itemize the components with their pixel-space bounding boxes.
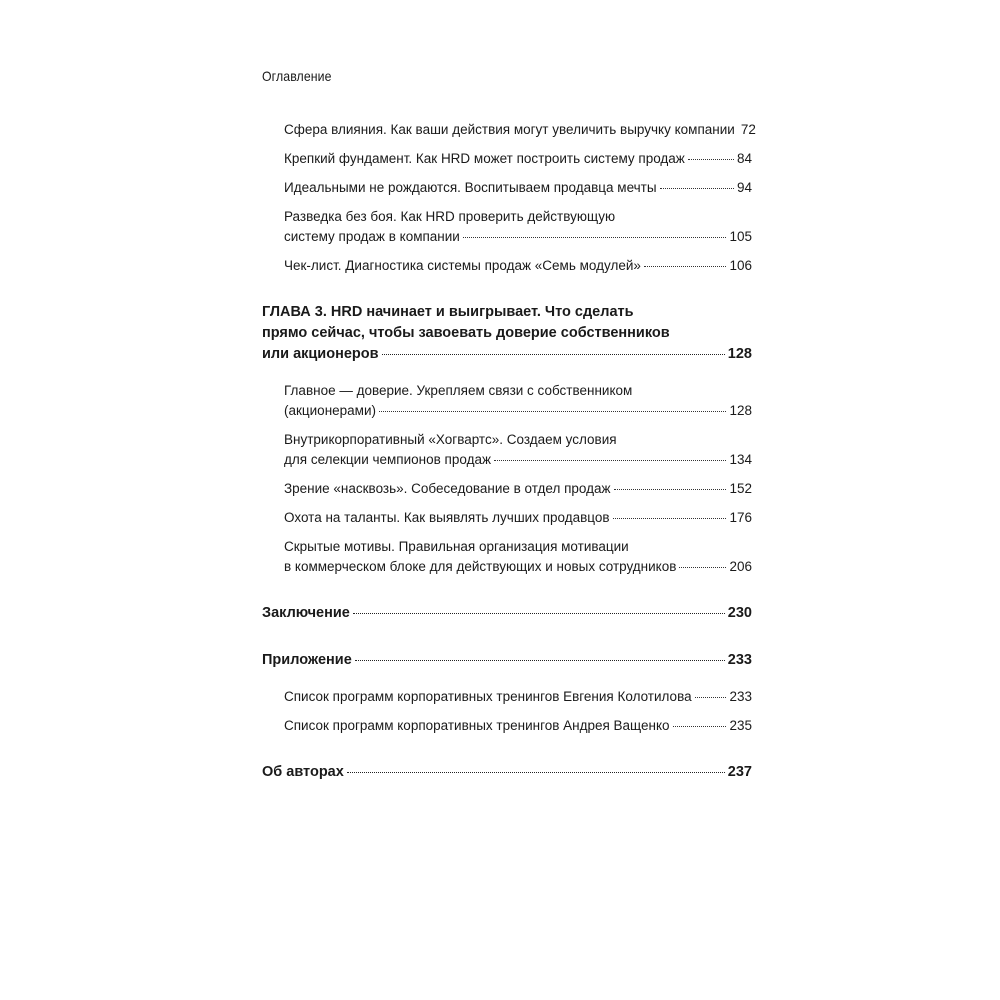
toc-chapter-entry[interactable] — [262, 302, 752, 365]
toc-page-number: 237 — [727, 764, 752, 780]
dot-leader — [355, 660, 725, 661]
toc-page-number: 94 — [736, 180, 752, 195]
toc-page-number: 106 — [729, 258, 752, 273]
toc-section-entry[interactable] — [262, 603, 752, 624]
toc-entry-title-line: Разведка без боя. Как HRD проверить действующую — [284, 209, 616, 224]
toc-page-number: 235 — [729, 718, 752, 733]
toc-page-number: 230 — [727, 605, 752, 621]
toc-page-number: 134 — [729, 452, 752, 467]
dot-leader — [382, 354, 725, 355]
toc-entry[interactable] — [284, 178, 752, 198]
toc-entry-title: Идеальными не рождаются. Воспитываем продавца мечты — [284, 180, 657, 195]
dot-leader — [379, 411, 726, 412]
toc-entry-title-line: (акционерами) — [284, 403, 376, 418]
toc-entry-title-line: Внутрикорпоративный «Хогвартс». Создаем условия — [284, 432, 617, 447]
toc-entry[interactable] — [284, 537, 752, 577]
toc-section-entry[interactable] — [262, 762, 752, 783]
toc-page-number: 84 — [736, 151, 752, 166]
table-of-contents — [262, 120, 756, 783]
toc-entry-title: Список программ корпоративных тренингов Андрея Ващенко — [284, 718, 670, 733]
toc-page-number: 152 — [729, 481, 752, 496]
dot-leader — [347, 772, 725, 773]
running-head: Оглавление — [262, 68, 332, 84]
toc-page-number: 233 — [727, 652, 752, 668]
toc-entry[interactable] — [284, 508, 752, 528]
toc-entry-title: Зрение «насквозь». Собеседование в отдел продаж — [284, 481, 611, 496]
toc-entry[interactable] — [284, 120, 756, 140]
toc-section-title: Об авторах — [262, 764, 344, 780]
dot-leader — [688, 159, 734, 160]
toc-page-number: 206 — [729, 559, 752, 574]
toc-entry-title-line: Главное — доверие. Укрепляем связи с собственником — [284, 383, 633, 398]
toc-page-number: 72 — [740, 122, 756, 137]
toc-entry-title: Сфера влияния. Как ваши действия могут увеличить выручку компании — [284, 122, 735, 137]
toc-page-number: 176 — [729, 510, 752, 525]
toc-entry[interactable] — [284, 149, 752, 169]
toc-page-number: 233 — [729, 689, 752, 704]
dot-leader — [695, 697, 727, 698]
dot-leader — [679, 567, 726, 568]
toc-chapter-title-line: ГЛАВА 3. HRD начинает и выигрывает. Что сделать — [262, 304, 634, 320]
dot-leader — [613, 518, 727, 519]
toc-page-number: 128 — [727, 346, 752, 362]
toc-entry[interactable] — [284, 716, 752, 736]
toc-entry-title: Чек-лист. Диагностика системы продаж «Семь модулей» — [284, 258, 641, 273]
dot-leader — [353, 613, 725, 614]
toc-chapter-title-line: или акционеров — [262, 346, 379, 362]
toc-page-number: 128 — [729, 403, 752, 418]
dot-leader — [463, 237, 727, 238]
toc-section-entry[interactable] — [262, 650, 752, 671]
dot-leader — [494, 460, 726, 461]
toc-entry-title-line: Скрытые мотивы. Правильная организация мотивации — [284, 539, 629, 554]
toc-entry-title: Крепкий фундамент. Как HRD может построить систему продаж — [284, 151, 685, 166]
toc-section-title: Приложение — [262, 652, 352, 668]
toc-entry[interactable] — [284, 256, 752, 276]
toc-entry-title: Список программ корпоративных тренингов Евгения Колотилова — [284, 689, 692, 704]
toc-entry-title: Охота на таланты. Как выявлять лучших продавцов — [284, 510, 610, 525]
dot-leader — [644, 266, 727, 267]
toc-entry[interactable] — [284, 479, 752, 499]
toc-entry[interactable] — [284, 430, 752, 470]
toc-entry-title-line: для селекции чемпионов продаж — [284, 452, 491, 467]
toc-chapter-title-line: прямо сейчас, чтобы завоевать доверие собственников — [262, 325, 670, 341]
toc-entry-title-line: в коммерческом блоке для действующих и новых сотрудников — [284, 559, 677, 574]
dot-leader — [614, 489, 727, 490]
toc-section-title: Заключение — [262, 605, 350, 621]
toc-entry-title-line: систему продаж в компании — [284, 229, 460, 244]
toc-entry[interactable] — [284, 207, 752, 247]
toc-entry[interactable] — [284, 687, 752, 707]
dot-leader — [673, 726, 727, 727]
dot-leader — [660, 188, 734, 189]
toc-page-number: 105 — [729, 229, 752, 244]
toc-entry[interactable] — [284, 381, 752, 421]
